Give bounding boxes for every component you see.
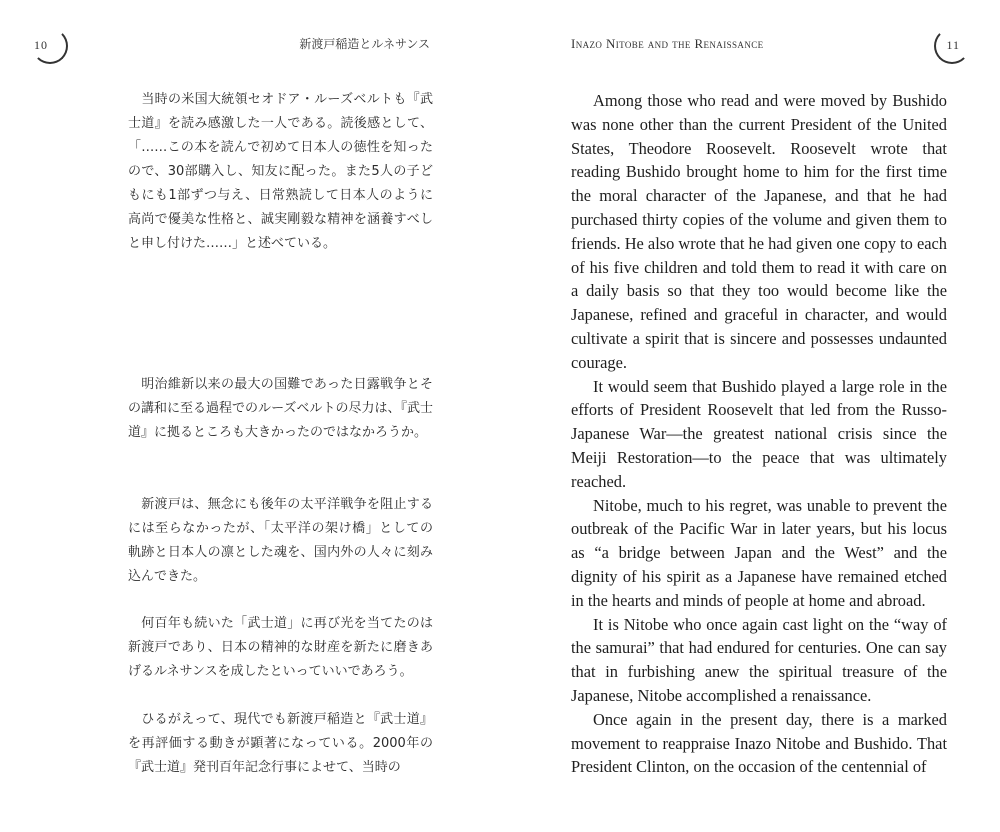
jp-paragraph-3 [128, 493, 433, 589]
jp-paragraph-2-text: 明治維新以来の最大の国難であった日露戦争とその講和に至る過程でのルーズベルトの尽力は、『武士道』に拠るところも大きかったのではなかろうか。 [128, 377, 433, 440]
jp-paragraph-5-text: ひるがえって、現代でも新渡戸稲造と『武士道』を再評価する動きが顕著になっている。2000年の『武士道』発刊百年記念行事によせて、当時の [128, 712, 433, 775]
jp-paragraph-1 [128, 88, 433, 256]
english-text-block [571, 89, 947, 779]
jp-paragraph-3-text: 新渡戸は、無念にも後年の太平洋戦争を阻止するには至らなかったが、「太平洋の架け橋」としての軌跡と日本人の凛とした魂を、国内外の人々に刻み込んできた。 [128, 497, 433, 584]
jp-paragraph-5 [128, 708, 433, 780]
running-head-japanese: 新渡戸稲造とルネサンス [299, 37, 430, 51]
en-paragraph-2: It would seem that Bushido played a large role in the efforts of President Roosevelt that led from the Russo-Japanese War—the greatest national crisis since the Meiji Restoration—to the peace that was ultimately reached. [571, 376, 947, 491]
en-paragraph-5: Once again in the present day, there is a marked movement to reappraise Inazo Nitobe and Bushido. That President Clinton, on the occasion of the centennial of [571, 709, 947, 777]
jp-paragraph-4 [128, 612, 433, 684]
page-number-right: 11 [946, 38, 960, 52]
page-number-left: 10 [34, 38, 48, 52]
jp-paragraph-2 [128, 373, 433, 445]
jp-paragraph-1-text: 当時の米国大統領セオドア・ルーズベルトも『武士道』を読み感激した一人である。読後感として、「……この本を読んで初めて日本人の徳性を知ったので、30部購入し、知友に配った。また5人の子どもにも1部ずつ与え、日常熟読して日本人のように高尚で優美な性格と、誠実剛毅な精神を涵養すべしと申し付けた……」と述べている。 [128, 92, 433, 251]
jp-paragraph-4-text: 何百年も続いた「武士道」に再び光を当てたのは新渡戸であり、日本の精神的な財産を新たに磨きあげるルネサンスを成したといっていいであろう。 [128, 616, 433, 679]
running-head-english: Inazo Nitobe and the Renaissance [571, 36, 764, 51]
en-paragraph-4: It is Nitobe who once again cast light on the “way of the samurai” that had endured for centuries. One can say that in furbishing anew the spiritual treasure of the Japanese, Nitobe accomplished a renaissance. [571, 614, 947, 705]
en-paragraph-3: Nitobe, much to his regret, was unable to prevent the outbreak of the Pacific War in later years, but his locus as “a bridge between Japan and the West” and the dignity of his spirit as a Japanese have remained etched in the hearts and minds of people at home and abroad. [571, 495, 947, 610]
en-paragraph-1: Among those who read and were moved by Bushido was none other than the current President of the United States, Theodore Roosevelt. Roosevelt wrote that reading Bushido brought home to him for the first time the moral character of the Japanese, and that he had purchased thirty copies of the volume and given them to friends. He also wrote that he had given one copy to each of his five children and told them to read it with care on a daily basis so that they too would become like the Japanese, refined and graceful in character, and would cultivate a spirit that is sincere and possesses undaunted courage. [571, 91, 947, 372]
